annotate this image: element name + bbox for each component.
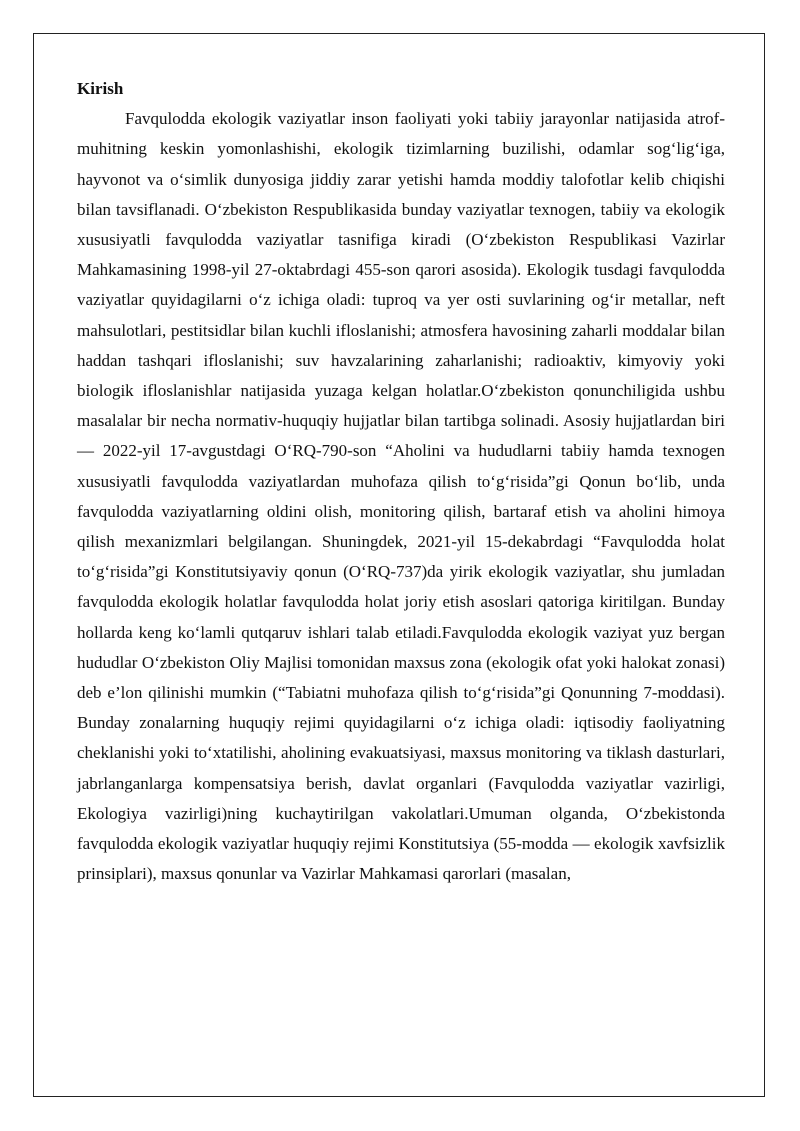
body-paragraph: Favqulodda ekologik vaziyatlar inson faoliyati yoki tabiiy jarayonlar natijasida atrof-muhitning keskin yomonlashishi, ekologik tizimlarning buzilishi, odamlar sog‘lig‘iga, hayvonot va o‘simlik dunyosiga jiddiy zarar yetishi hamda moddiy talofotlar kelib chiqishi bilan tavsiflanadi. O‘zbekiston Respublikasida bunday vaziyatlar texnogen, tabiiy va ekologik xususiyatli favqulodda vaziyatlar tasnifiga kiradi (O‘zbekiston Respublikasi Vazirlar Mahkamasining 1998-yil 27-oktabrdagi 455-son qarori asosida). Ekologik tusdagi favqulodda vaziyatlar quyidagilarni o‘z ichiga oladi: tuproq va yer osti suvlarining og‘ir metallar, neft mahsulotlari, pestitsidlar bilan kuchli ifloslanishi; atmosfera havosining zaharli moddalar bilan haddan tashqari ifloslanishi; suv havzalarining zaharlanishi; radioaktiv, kimyoviy yoki biologik ifloslanishlar natijasida yuzaga kelgan holatlar.O‘zbekiston qonunchiligida ushbu masalalar bir necha normativ-huquqiy hujjatlar bilan tartibga solinadi. Asosiy hujjatlardan biri — 2022-yil 17-avgustdagi O‘RQ-790-son “Aholini va hududlarni tabiiy hamda texnogen xususiyatli favqulodda vaziyatlardan muhofaza qilish to‘g‘risida”gi Qonun bo‘lib, unda favqulodda vaziyatlarning oldini olish, monitoring qilish, bartaraf etish va aholini himoya qilish mexanizmlari belgilangan. Shuningdek, 2021-yil 15-dekabrdagi “Favqulodda holat to‘g‘risida”gi Konstitutsiyaviy qonun (O‘RQ-737)da yirik ekologik vaziyatlar, shu jumladan favqulodda ekologik holatlar favqulodda holat joriy etish asoslari qatoriga kiritilgan. Bunday hollarda keng ko‘lamli qutqaruv ishlari talab etiladi.Favqulodda ekologik vaziyat yuz bergan hududlar O‘zbekiston Oliy Majlisi tomonidan maxsus zona (ekologik ofat yoki halokat zonasi) deb e’lon qilinishi mumkin (“Tabiatni muhofaza qilish to‘g‘risida”gi Qonunning 7-moddasi). Bunday zonalarning huquqiy rejimi quyidagilarni o‘z ichiga oladi: iqtisodiy faoliyatning cheklanishi yoki to‘xtatilishi, aholining evakuatsiyasi, maxsus monitoring va tiklash dasturlari, jabrlanganlarga kompensatsiya berish, davlat organlari (Favqulodda vaziyatlar vazirligi, Ekologiya vazirligi)ning kuchaytirilgan vakolatlari.Umuman olganda, O‘zbekistonda favqulodda ekologik vaziyatlar huquqiy rejimi Konstitutsiya (55-modda — ekologik xavfsizlik prinsiplari), maxsus qonunlar va Vazirlar Mahkamasi qarorlari (masalan, [77,109,725,884]
document-body [77,74,725,889]
section-heading: Kirish [77,79,124,98]
